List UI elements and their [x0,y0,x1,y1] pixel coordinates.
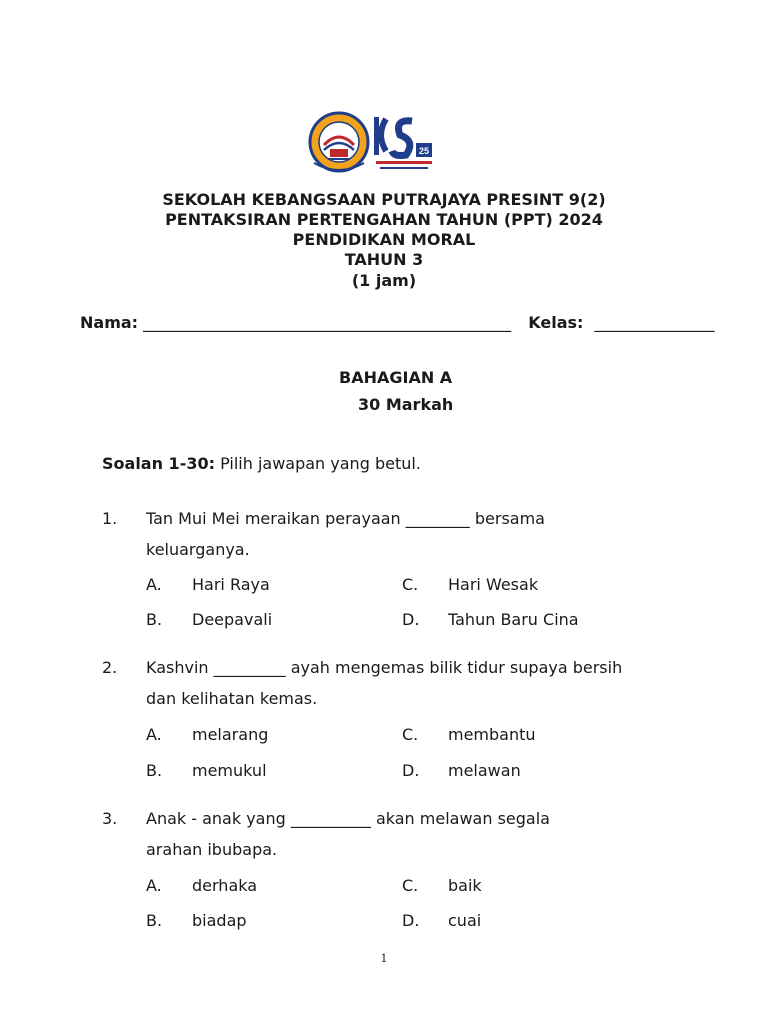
option-d[interactable]: Tahun Baru Cina [448,610,579,629]
exam-duration: (1 jam) [351,271,417,290]
subject-title: PENDIDIKAN MORAL [292,230,476,249]
option-a[interactable]: melarang [192,725,269,744]
question-text-line2: arahan ibubapa. [146,840,278,859]
option-a[interactable]: derhaka [192,876,258,895]
page-number: 1 [380,952,388,965]
option-c[interactable]: membantu [448,725,536,744]
question-number: 3. [102,809,118,828]
question-text-line1: Tan Mui Mei meraikan perayaan ________ bersama [146,509,545,528]
year-title: TAHUN 3 [344,250,424,269]
program-logo [372,111,436,177]
option-c-letter: C. [402,876,419,895]
option-d[interactable]: melawan [448,761,521,780]
name-label: Nama: [80,313,139,332]
option-c[interactable]: Hari Wesak [448,575,539,594]
instruction [102,454,421,474]
question-text-line2: keluarganya. [146,540,250,559]
option-c[interactable]: baik [448,876,482,895]
question-number: 2. [102,658,118,677]
option-c-letter: C. [402,725,419,744]
question-text-line1: Anak - anak yang __________ akan melawan segala [146,809,550,828]
exam-title: PENTAKSIRAN PERTENGAHAN TAHUN (PPT) 2024 [165,210,603,229]
question-number: 1. [102,509,118,528]
student-info-row [80,313,715,333]
option-d-letter: D. [402,911,420,930]
option-c-letter: C. [402,575,419,594]
option-b-letter: B. [146,761,163,780]
option-d-letter: D. [402,761,420,780]
class-label: Kelas: [528,313,584,332]
section-marks: 30 Markah [358,395,454,414]
option-a-letter: A. [146,876,162,895]
option-d-letter: D. [402,610,420,629]
question-text-line2: dan kelihatan kemas. [146,689,318,708]
option-b[interactable]: biadap [192,911,247,930]
option-b-letter: B. [146,911,163,930]
instruction-label: Soalan 1-30: [102,454,215,473]
option-a-letter: A. [146,725,162,744]
section-title: BAHAGIAN A [339,368,453,387]
option-b[interactable]: Deepavali [192,610,273,629]
option-b-letter: B. [146,610,163,629]
option-d[interactable]: cuai [448,911,482,930]
option-a-letter: A. [146,575,162,594]
option-b[interactable]: memukul [192,761,267,780]
question-text-line1: Kashvin _________ ayah mengemas bilik tidur supaya bersih [146,658,623,677]
svg-text:25: 25 [418,146,430,156]
name-field[interactable]: ______________________________________________ [143,313,512,332]
class-field[interactable]: _______________ [594,313,715,332]
instruction-text: Pilih jawapan yang betul. [220,454,421,473]
school-name: SEKOLAH KEBANGSAAN PUTRAJAYA PRESINT 9(2) [162,190,606,209]
option-a[interactable]: Hari Raya [192,575,270,594]
